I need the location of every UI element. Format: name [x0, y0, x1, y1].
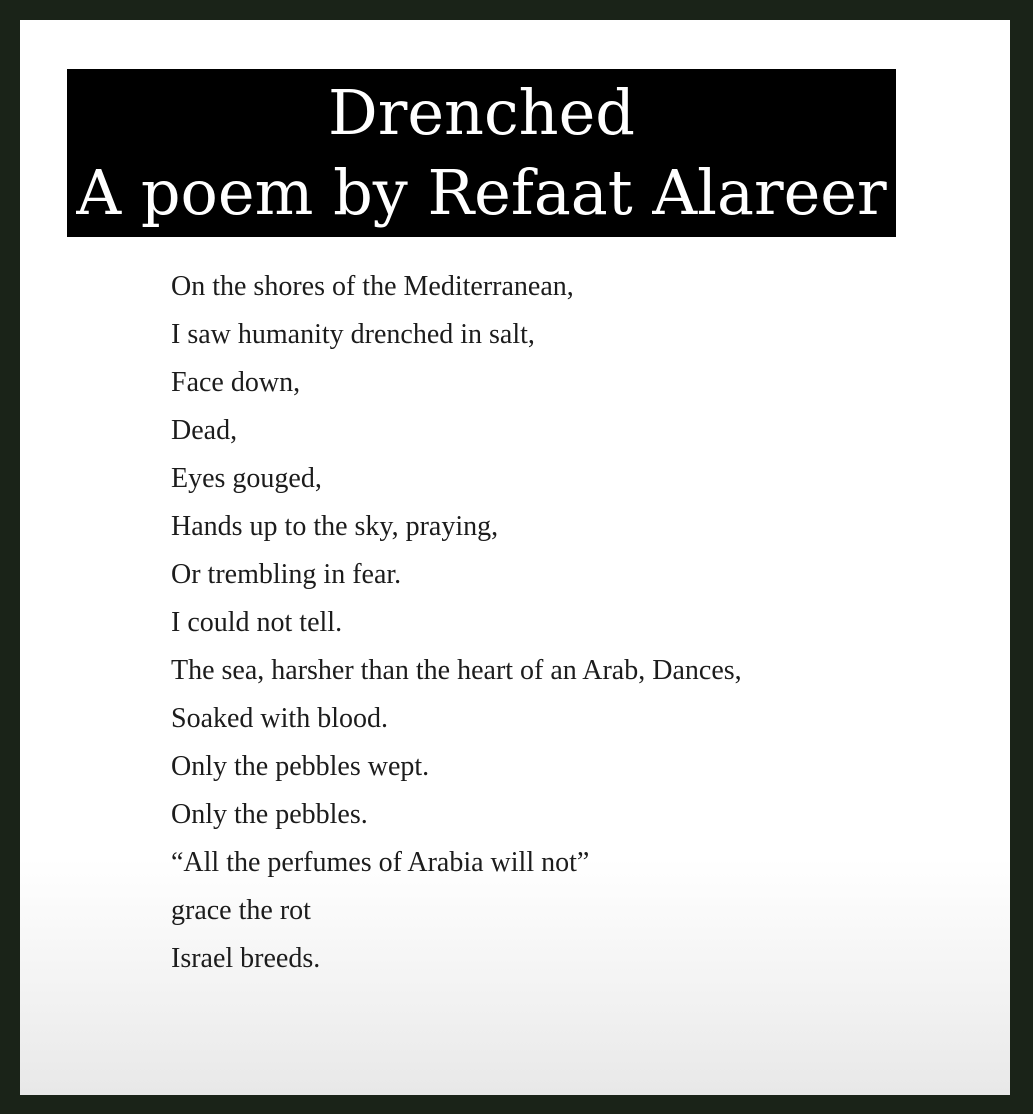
poem-line: The sea, harsher than the heart of an Arab, Dances,: [171, 655, 742, 686]
poem-line: On the shores of the Mediterranean,: [171, 271, 574, 302]
poem-body: [171, 263, 951, 983]
poem-line: Eyes gouged,: [171, 463, 322, 494]
title-banner: [67, 69, 896, 237]
poem-line: Soaked with blood.: [171, 703, 388, 734]
poem-line: Or trembling in fear.: [171, 559, 402, 590]
poem-line: I saw humanity drenched in salt,: [171, 319, 535, 350]
poem-line: grace the rot: [171, 895, 311, 926]
poem-line: Hands up to the sky, praying,: [171, 511, 499, 542]
poem-line: Only the pebbles wept.: [171, 751, 430, 782]
poem-line: I could not tell.: [171, 607, 343, 638]
poem-title: Drenched: [327, 76, 635, 149]
poem-byline: A poem by Refaat Alareer: [76, 156, 887, 229]
poem-line: Dead,: [171, 415, 238, 446]
poem-line: Face down,: [171, 367, 301, 398]
poem-line: Only the pebbles.: [171, 799, 368, 830]
poem-line: “All the perfumes of Arabia will not”: [171, 847, 590, 878]
poem-line: Israel breeds.: [171, 943, 321, 974]
document-page: [20, 20, 1010, 1095]
